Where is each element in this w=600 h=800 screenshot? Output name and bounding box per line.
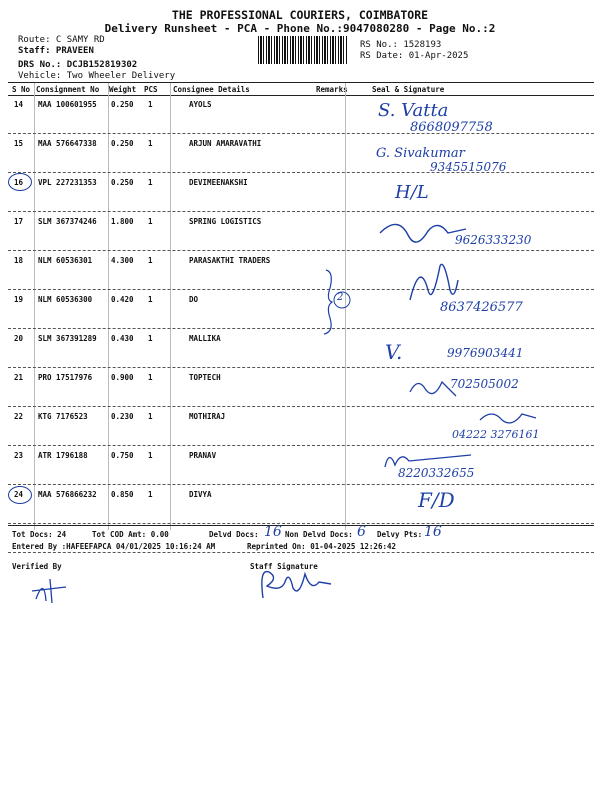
signature-scribble bbox=[400, 260, 460, 310]
row-pcs: 1 bbox=[148, 100, 153, 109]
row-pcs: 1 bbox=[148, 178, 153, 187]
col-seal-signature: Seal & Signature bbox=[372, 85, 445, 94]
handwritten-name: V. bbox=[385, 340, 403, 364]
barcode bbox=[258, 36, 348, 64]
row-divider bbox=[8, 445, 594, 446]
row-consignee: PRANAV bbox=[189, 451, 217, 460]
row-sno: 22 bbox=[14, 412, 24, 421]
row-consignment-no: ATR 1796188 bbox=[38, 451, 88, 460]
handwritten-phone: 9345515076 bbox=[430, 160, 507, 174]
row-consignee: MOTHIRAJ bbox=[189, 412, 226, 421]
handwritten-phone: 04222 3276161 bbox=[452, 428, 540, 441]
row-weight: 0.250 bbox=[111, 178, 134, 187]
row-divider bbox=[8, 406, 594, 407]
row-consignee: SPRING LOGISTICS bbox=[189, 217, 262, 226]
row-weight: 0.750 bbox=[111, 451, 134, 460]
handwritten-phone: 8220332655 bbox=[398, 466, 475, 480]
table-row bbox=[8, 447, 594, 485]
handwritten-phone: 9626333230 bbox=[455, 233, 532, 247]
staff-signature-scribble bbox=[255, 562, 335, 602]
col-weight: Weight bbox=[109, 85, 137, 94]
drs-number: DRS No.: DCJB152819302 bbox=[18, 60, 138, 70]
footer-bottom-rule bbox=[8, 552, 594, 553]
row-sno: 21 bbox=[14, 373, 24, 382]
row-divider bbox=[8, 211, 594, 212]
row-consignment-no: MAA 100601955 bbox=[38, 100, 97, 109]
staff-signature-label: Staff Signature bbox=[250, 562, 318, 571]
vehicle-label: Vehicle: Two Wheeler Delivery bbox=[18, 71, 176, 81]
bracket-note: 2 bbox=[337, 292, 344, 303]
circle-mark bbox=[8, 486, 32, 504]
row-sno: 20 bbox=[14, 334, 24, 343]
handwritten-phone: 8668097758 bbox=[410, 120, 493, 135]
delivered-docs-handwritten: 16 bbox=[264, 524, 282, 540]
row-consignment-no: PRO 17517976 bbox=[38, 373, 93, 382]
row-sno: 14 bbox=[14, 100, 24, 109]
handwritten-name: S. Vatta bbox=[378, 100, 449, 121]
row-weight: 0.230 bbox=[111, 412, 134, 421]
row-pcs: 1 bbox=[148, 256, 153, 265]
row-divider bbox=[8, 133, 594, 134]
row-consignment-no: KTG 7176523 bbox=[38, 412, 88, 421]
handwritten-phone: 702505002 bbox=[450, 377, 519, 391]
table-row bbox=[8, 252, 594, 290]
col-consignment: Consignment No bbox=[36, 85, 100, 94]
row-weight: 1.800 bbox=[111, 217, 134, 226]
row-sno: 18 bbox=[14, 256, 24, 265]
signature-scribble bbox=[378, 215, 468, 255]
row-pcs: 1 bbox=[148, 334, 153, 343]
verifier-signature bbox=[30, 575, 70, 605]
row-weight: 4.300 bbox=[111, 256, 134, 265]
row-divider bbox=[8, 367, 594, 368]
row-sno: 19 bbox=[14, 295, 24, 304]
circle-mark bbox=[8, 173, 32, 191]
row-consignee: AYOLS bbox=[189, 100, 212, 109]
row-pcs: 1 bbox=[148, 373, 153, 382]
row-pcs: 1 bbox=[148, 139, 153, 148]
row-weight: 0.420 bbox=[111, 295, 134, 304]
row-weight: 0.250 bbox=[111, 100, 134, 109]
bracket-mark bbox=[318, 268, 358, 338]
row-divider bbox=[8, 484, 594, 485]
row-sno: 15 bbox=[14, 139, 24, 148]
company-title: THE PROFESSIONAL COURIERS, COIMBATORE bbox=[171, 8, 429, 22]
row-consignee: ARJUN AMARAVATHI bbox=[189, 139, 262, 148]
col-consignee: Consignee Details bbox=[173, 85, 250, 94]
delivery-points-label: Delvy Pts: bbox=[377, 530, 423, 539]
row-pcs: 1 bbox=[148, 451, 153, 460]
row-consignment-no: MAA 576866232 bbox=[38, 490, 97, 499]
row-weight: 0.250 bbox=[111, 139, 134, 148]
delivery-points-handwritten: 16 bbox=[424, 524, 442, 540]
entered-by: Entered By :HAFEEFAPCA 04/01/2025 10:16:24 AM bbox=[12, 542, 216, 551]
handwritten-note: H/L bbox=[395, 182, 429, 203]
row-consignment-no: MAA 576647338 bbox=[38, 139, 97, 148]
row-sno: 16 bbox=[14, 178, 24, 187]
col-remarks: Remarks bbox=[316, 85, 348, 94]
row-pcs: 1 bbox=[148, 295, 153, 304]
table-row bbox=[8, 486, 594, 524]
row-sno: 23 bbox=[14, 451, 24, 460]
rs-number: RS No.: 1528193 bbox=[360, 40, 442, 50]
row-divider bbox=[8, 523, 594, 524]
row-consignee: DO bbox=[189, 295, 199, 304]
row-pcs: 1 bbox=[148, 217, 153, 226]
verified-by-label: Verified By bbox=[12, 562, 62, 571]
table-row bbox=[8, 96, 594, 134]
total-docs: Tot Docs: 24 bbox=[12, 530, 67, 539]
signature-scribble bbox=[478, 408, 538, 428]
row-weight: 0.900 bbox=[111, 373, 134, 382]
row-consignee: DIVYA bbox=[189, 490, 212, 499]
staff-label: Staff: PRAVEEN bbox=[18, 46, 94, 56]
row-pcs: 1 bbox=[148, 490, 153, 499]
row-consignee: PARASAKTHI TRADERS bbox=[189, 256, 271, 265]
footer-top-rule bbox=[8, 525, 594, 526]
row-weight: 0.850 bbox=[111, 490, 134, 499]
signature-scribble bbox=[408, 372, 458, 402]
row-consignee: DEVIMEENAKSHI bbox=[189, 178, 248, 187]
delivered-docs-label: Delvd Docs: bbox=[209, 530, 259, 539]
signature-scribble bbox=[383, 447, 473, 473]
rs-date: RS Date: 01-Apr-2025 bbox=[360, 51, 469, 61]
reprinted-on: Reprinted On: 01-04-2025 12:26:42 bbox=[247, 542, 397, 551]
row-divider bbox=[8, 328, 594, 329]
row-weight: 0.430 bbox=[111, 334, 134, 343]
col-sno: S No bbox=[12, 85, 31, 94]
row-consignment-no: VPL 227231353 bbox=[38, 178, 97, 187]
handwritten-name: G. Sivakumar bbox=[376, 146, 465, 161]
runsheet-subtitle: Delivery Runsheet - PCA - Phone No.:9047080280 - Page No.:2 bbox=[104, 22, 496, 35]
col-pcs: PCS bbox=[144, 85, 158, 94]
route-label: Route: C SAMY RD bbox=[18, 35, 105, 45]
table-row bbox=[8, 174, 594, 212]
row-consignment-no: NLM 60536301 bbox=[38, 256, 93, 265]
row-sno: 24 bbox=[14, 490, 24, 499]
handwritten-note: F/D bbox=[418, 488, 455, 512]
row-consignment-no: SLM 367374246 bbox=[38, 217, 97, 226]
total-cod-amount: Tot COD Amt: 0.00 bbox=[92, 530, 169, 539]
non-delivered-docs-handwritten: 6 bbox=[357, 524, 366, 540]
row-consignment-no: NLM 60536300 bbox=[38, 295, 93, 304]
row-divider bbox=[8, 250, 594, 251]
header-top-rule bbox=[8, 82, 594, 83]
row-consignee: TOPTECH bbox=[189, 373, 221, 382]
row-consignment-no: SLM 367391289 bbox=[38, 334, 97, 343]
handwritten-phone: 8637426577 bbox=[440, 300, 523, 315]
row-divider bbox=[8, 289, 594, 290]
row-consignee: MALLIKA bbox=[189, 334, 221, 343]
handwritten-phone: 9976903441 bbox=[447, 346, 524, 360]
row-pcs: 1 bbox=[148, 412, 153, 421]
row-sno: 17 bbox=[14, 217, 24, 226]
non-delivered-docs-label: Non Delvd Docs: bbox=[285, 530, 353, 539]
